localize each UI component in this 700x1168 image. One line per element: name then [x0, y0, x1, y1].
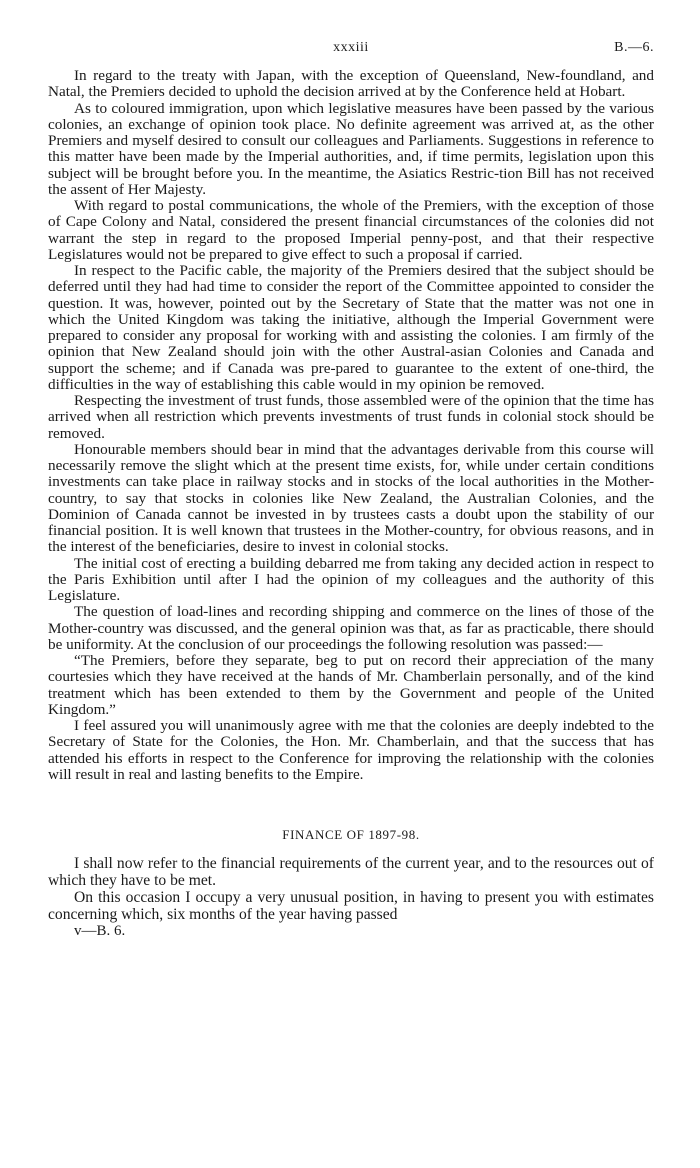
section-title-finance: FINANCE OF 1897-98. [282, 827, 420, 842]
paragraph-paris-exhibition: The initial cost of erecting a building debarred me from taking any decided action in respect to the Paris Exhibition until after I had the opinion of my colleagues and the authority of this Legislature. [48, 554, 654, 604]
paragraph-pacific-cable: In respect to the Pacific cable, the majority of the Premiers desired that the subject should be deferred until they had had time to consider the report of the Committee appointed to consider the question. It was, however, pointed out by the Secretary of State that the matter was not one in which the United Kingdom was taking the initiative, although the Imperial Government were prepared to consider any proposal for working with and assisting the colonies. I am firmly of the opinion that New Zealand should join with the other Austral-asian Colonies and Canada and support the scheme; and if Canada was pre-pared to guarantee to the extent of one-third, the difficulties in the way of establishing this cable would in my opinion be removed. [48, 262, 654, 393]
paragraph-japan-treaty: In regard to the treaty with Japan, with the exception of Queensland, New-foundland, and Natal, the Premiers decided to uphold the decision arrived at by the Conference held at Hobart. [48, 67, 654, 101]
paragraph-honourable-members: Honourable members should bear in mind that the advantages derivable from this course will necessarily remove the slight which at the present time exists, for, while under certain conditions investments can take place in railway stocks and in stocks of the local authorities in the Mother-country, to say that stocks in colonies like New Zealand, the Australian Colonies, and the Dominion of Canada cannot be invested in by trustees casts a doubt upon the stability of our financial position. It is well known that trustees in the Mother-country, for obvious reasons, and in the interest of the beneficiaries, desire to invest in colonial stocks. [48, 440, 654, 556]
paragraph-coloured-immigration: As to coloured immigration, upon which legislative measures have been passed by the various colonies, an exchange of opinion took place. No definite agreement was arrived at, as the other Premiers and myself desired to consult our colleagues and Parliaments. Suggestions in reference to this matter have been made by the Imperial authorities, and, if time permits, legislation upon this subject will be brought before you. In the meantime, the Asiatics Restric-tion Bill has not received the assent of Her Majesty. [48, 99, 654, 198]
paragraph-load-lines: The question of load-lines and recording shipping and commerce on the lines of those of the Mother-country was discussed, and the general opinion was that, as far as practicable, there should be uniformity. At the conclusion of our proceedings the following resolution was passed:— [48, 603, 654, 653]
paragraph-chamberlain-thanks: I feel assured you will unanimously agree with me that the colonies are deeply indebted to the Secretary of State for the Colonies, the Hon. Mr. Chamberlain, and that the success that has attended his efforts in respect to the Conference for improving the relationship with the colonies will result in real and lasting benefits to the Empire. [48, 717, 654, 783]
paragraph-unusual-position: On this occasion I occupy a very unusual position, in having to present you with estimates concerning which, six months of the year having passed [48, 889, 654, 923]
footer-signature: v—B. 6. [74, 923, 126, 939]
main-body [48, 68, 654, 783]
paragraph-postal-communications: With regard to postal communications, the whole of the Premiers, with the exception of those of Cape Colony and Natal, considered the present financial circumstances of the colonies did not warrant the step in regard to the proposed Imperial penny-post, and that their respective Legislatures would not be prepared to give effect to such a proposal if carried. [48, 197, 654, 263]
paragraph-financial-requirements: I shall now refer to the financial requirements of the current year, and to the resources out of which they have to be met. [48, 855, 654, 889]
document-page [48, 40, 654, 940]
paragraph-trust-funds: Respecting the investment of trust funds, those assembled were of the opinion that the time has arrived when all restriction which prevents investments of trust funds in colonial stock should be removed. [48, 392, 654, 442]
page-number: xxxiii [333, 40, 369, 55]
finance-section [48, 855, 654, 923]
document-reference: B.—6. [614, 40, 654, 55]
paragraph-resolution-quote: “The Premiers, before they separate, beg to put on record their appreciation of the many courtesies which they have received at the hands of Mr. Chamberlain personally, and of the kind treatment which has been extended to them by the Government and people of the United Kingdom.” [48, 652, 654, 718]
page-header [48, 40, 654, 62]
